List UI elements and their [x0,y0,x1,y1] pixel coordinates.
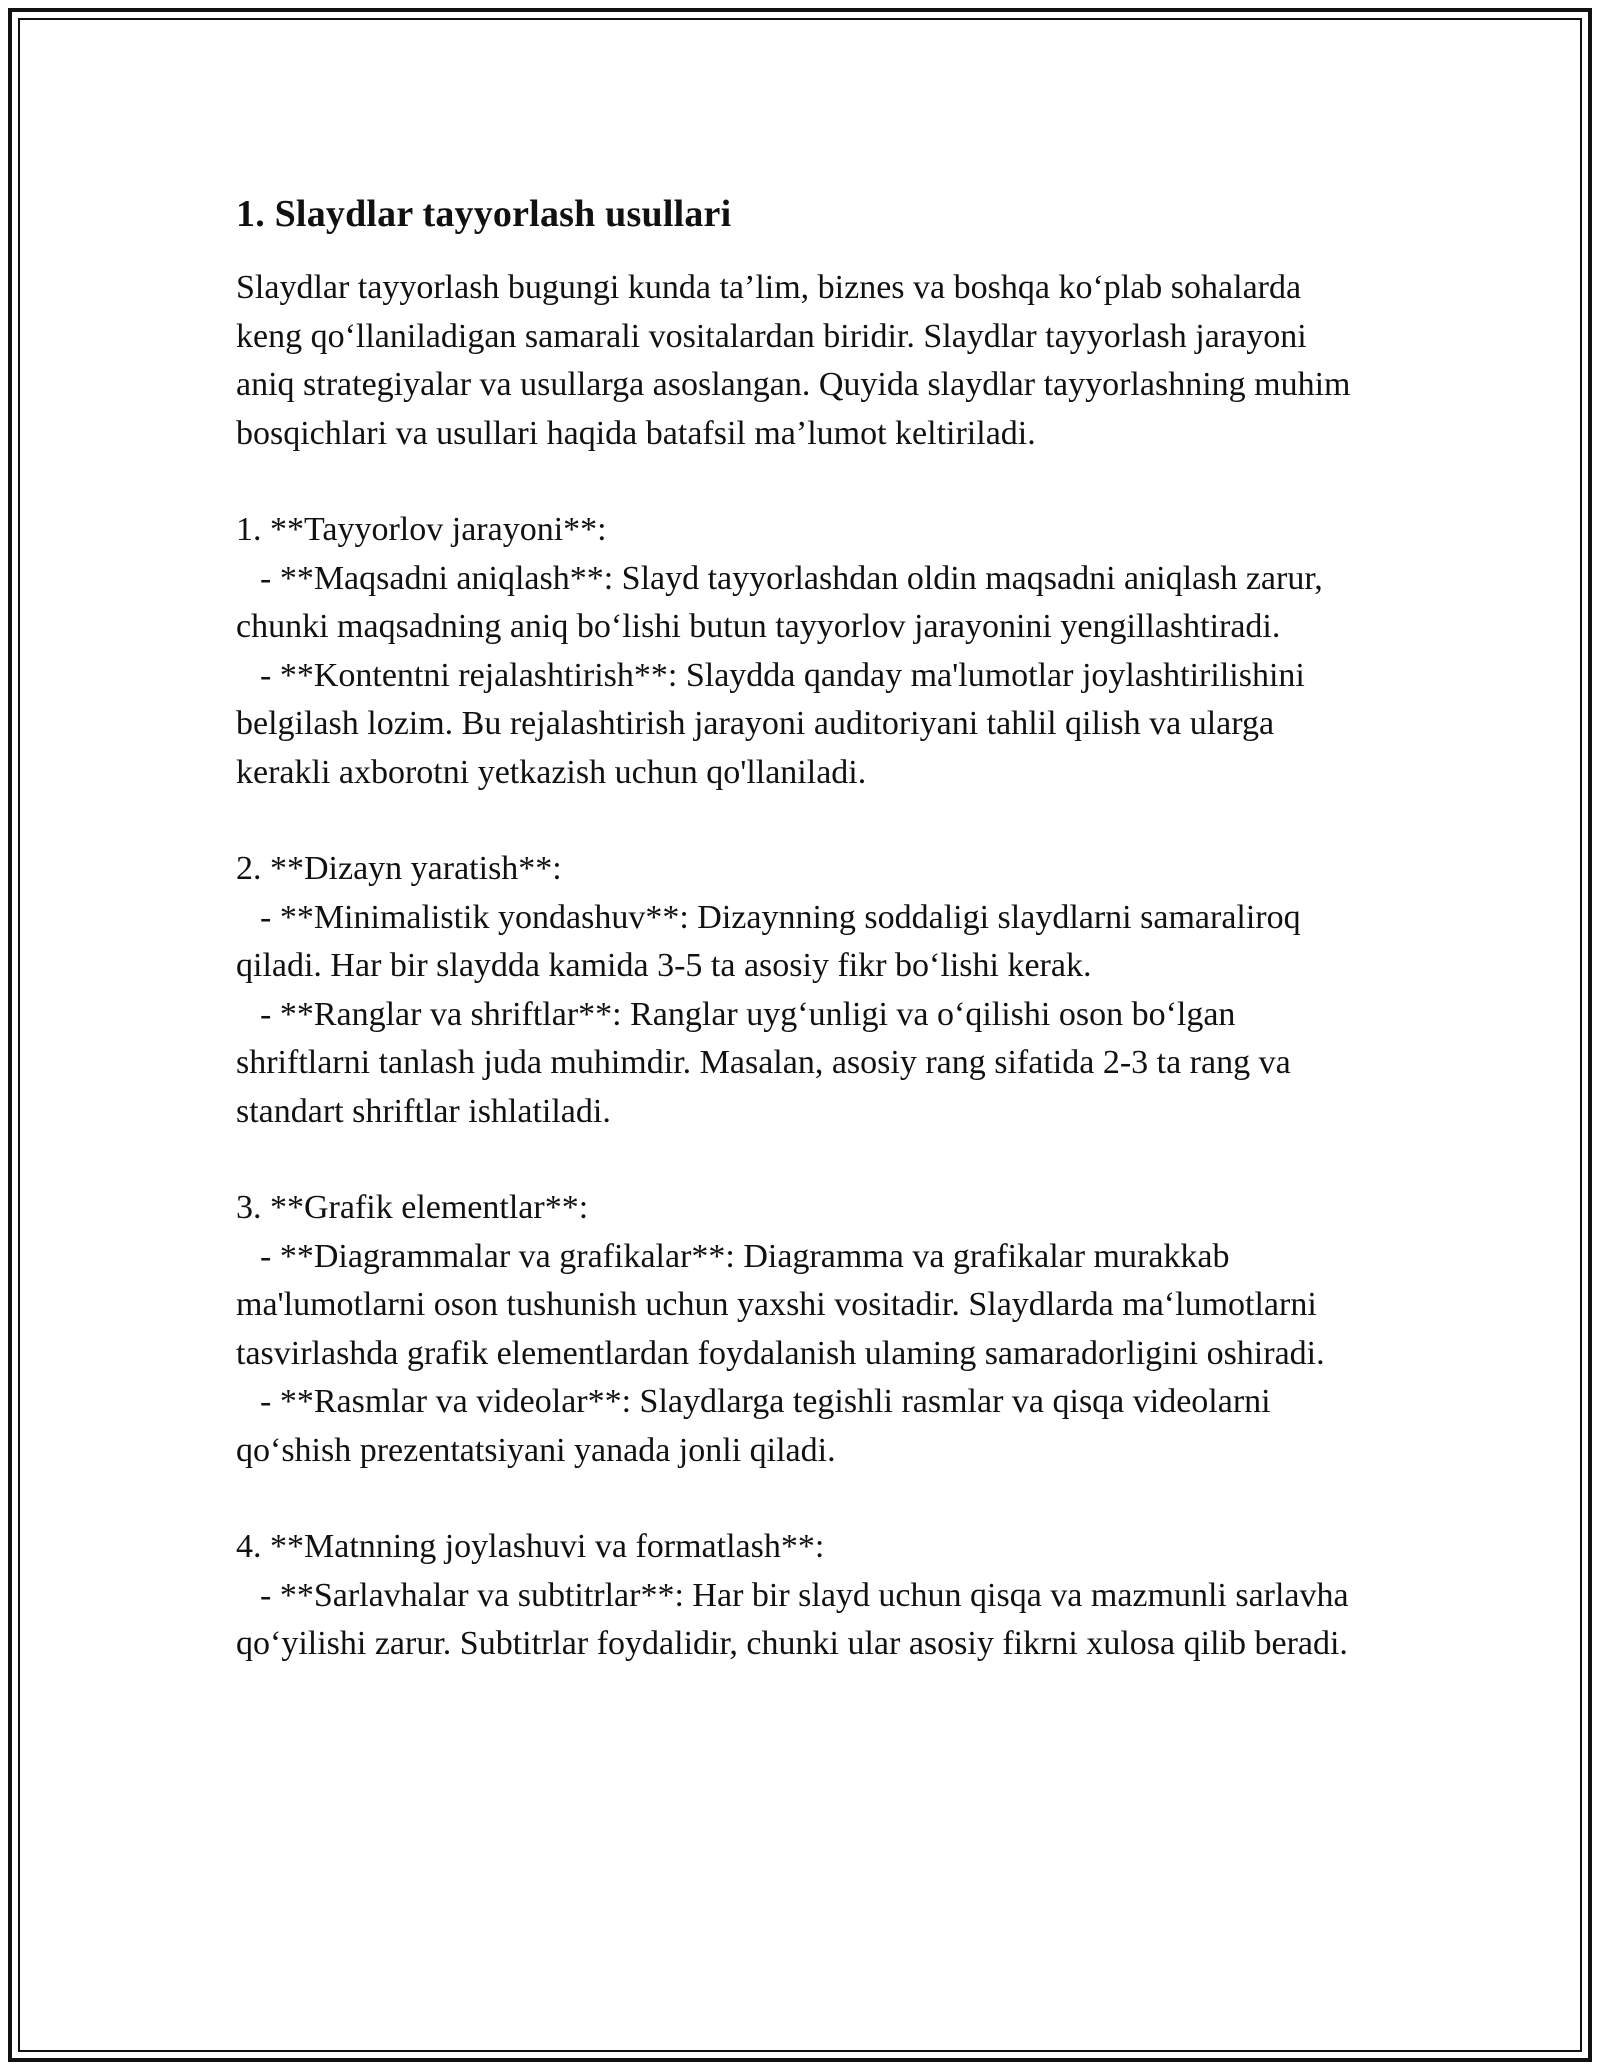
section-grafik-elementlar [236,1184,1366,1475]
intro-paragraph: Slaydlar tayyorlash bugungi kunda ta’lim, biznes va boshqa ko‘plab sohalarda keng qo‘llaniladigan samarali vositalardan biridir. Slaydlar tayyorlash jarayoni aniq strategiyalar va usullarga asoslangan. Quyida slaydlar tayyorlashning muhim bosqichlari va usullari haqida batafsil ma’lumot keltiriladi. [236,269,1351,452]
section-matnning-joylashuvi [236,1523,1366,1669]
list-item: - **Diagrammalar va grafikalar**: Diagramma va grafikalar murakkab ma'lumotlarni oson tushunish uchun yaxshi vositadir. Slaydlarda ma‘lumotlarni tasvirlashda grafik elementlardan foydalanish ulaming samaradorligini oshiradi. [236,1237,1325,1372]
section-tayyorlov-jarayoni [236,506,1366,797]
list-item: - **Ranglar va shriftlar**: Ranglar uyg‘unligi va o‘qilishi oson bo‘lgan shriftlarni tanlash juda muhimdir. Masalan, asosiy rang sifatida 2-3 ta rang va standart shriftlar ishlatiladi. [236,995,1291,1130]
section-heading: 1. **Tayyorlov jarayoni**: [236,511,607,548]
document-body [236,186,1366,1717]
list-item: - **Minimalistik yondashuv**: Dizaynning soddaligi slaydlarni samaraliroq qiladi. Har bir slaydda kamida 3-5 ta asosiy fikr bo‘lishi kerak. [236,898,1301,984]
section-dizayn-yaratish [236,845,1366,1136]
section-heading: 3. **Grafik elementlar**: [236,1189,589,1226]
list-item: - **Rasmlar va videolar**: Slaydlarga tegishli rasmlar va qisqa videolarni qo‘shish prezentatsiyani yanada jonli qiladi. [236,1383,1271,1469]
list-item: - **Sarlavhalar va subtitrlar**: Har bir slayd uchun qisqa va mazmunli sarlavha qo‘yilishi zarur. Subtitrlar foydalidir, chunki ular asosiy fikrni xulosa qilib beradi. [236,1576,1349,1662]
list-item: - **Kontentni rejalashtirish**: Slaydda qanday ma'lumotlar joylashtirilishini belgilash lozim. Bu rejalashtirish jarayoni auditoriyani tahlil qilish va ularga kerakli axborotni yetkazish uchun qo'llaniladi. [236,656,1305,791]
list-item: - **Maqsadni aniqlash**: Slayd tayyorlashdan oldin maqsadni aniqlash zarur, chunki maqsadning aniq bo‘lishi butun tayyorlov jarayonini yengillashtiradi. [236,559,1323,645]
section-heading: 4. **Matnning joylashuvi va formatlash**: [236,1528,825,1565]
document-title: 1. Slaydlar tayyorlash usullari [236,193,732,235]
section-heading: 2. **Dizayn yaratish**: [236,850,562,887]
